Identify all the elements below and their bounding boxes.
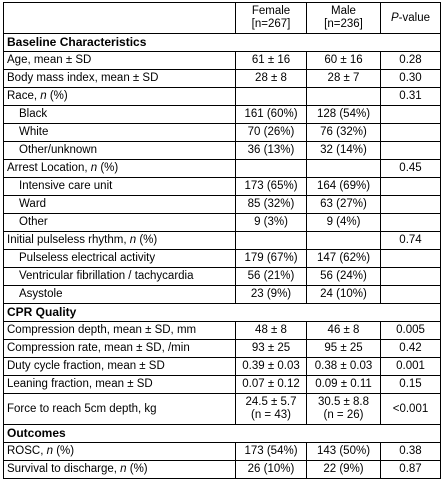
table-row: ROSC, n (%) 173 (54%) 143 (50%) 0.38 [4, 443, 441, 461]
table-row: Race, n (%) 0.31 [4, 88, 441, 106]
header-female: Female [n=267] [236, 3, 307, 34]
header-p-value: P-value [381, 3, 441, 34]
table-row: Black 161 (60%) 128 (54%) [4, 106, 441, 124]
table-row: Force to reach 5cm depth, kg 24.5 ± 5.7 (n = 43) 30.5 ± 8.8 (n = 26) <0.001 [4, 394, 441, 425]
table-row: Other/unknown 36 (13%) 32 (14%) [4, 142, 441, 160]
table-row: Body mass index, mean ± SD 28 ± 8 28 ± 7 0.30 [4, 70, 441, 88]
table-row: White 70 (26%) 76 (32%) [4, 124, 441, 142]
table-row: Ventricular fibrillation / tachycardia 56 (21%) 56 (24%) [4, 268, 441, 286]
table-row: Age, mean ± SD 61 ± 16 60 ± 16 0.28 [4, 52, 441, 70]
table-container [3, 2, 441, 479]
table-row: Compression rate, mean ± SD, /min 93 ± 25 95 ± 25 0.42 [4, 340, 441, 358]
section-baseline: Baseline Characteristics [4, 34, 441, 52]
table-row: Initial pulseless rhythm, n (%) 0.74 [4, 232, 441, 250]
table-row: Intensive care unit 173 (65%) 164 (69%) [4, 178, 441, 196]
table-row: Pulseless electrical activity 179 (67%) 147 (62%) [4, 250, 441, 268]
table-row: Asystole 23 (9%) 24 (10%) [4, 286, 441, 304]
characteristics-table [3, 2, 441, 479]
section-cpr-quality: CPR Quality [4, 304, 441, 322]
table-row: Ward 85 (32%) 63 (27%) [4, 196, 441, 214]
header-blank-cell [4, 3, 236, 34]
table-row: Duty cycle fraction, mean ± SD 0.39 ± 0.03 0.38 ± 0.03 0.001 [4, 358, 441, 376]
table-row: Compression depth, mean ± SD, mm 48 ± 8 46 ± 8 0.005 [4, 322, 441, 340]
table-row: Leaning fraction, mean ± SD 0.07 ± 0.12 0.09 ± 0.11 0.15 [4, 376, 441, 394]
table-row: Survival to discharge, n (%) 26 (10%) 22 (9%) 0.87 [4, 461, 441, 479]
header-male: Male [n=236] [307, 3, 381, 34]
table-row: Other 9 (3%) 9 (4%) [4, 214, 441, 232]
table-row: Arrest Location, n (%) 0.45 [4, 160, 441, 178]
table-header-row [4, 3, 441, 34]
section-outcomes: Outcomes [4, 425, 441, 443]
